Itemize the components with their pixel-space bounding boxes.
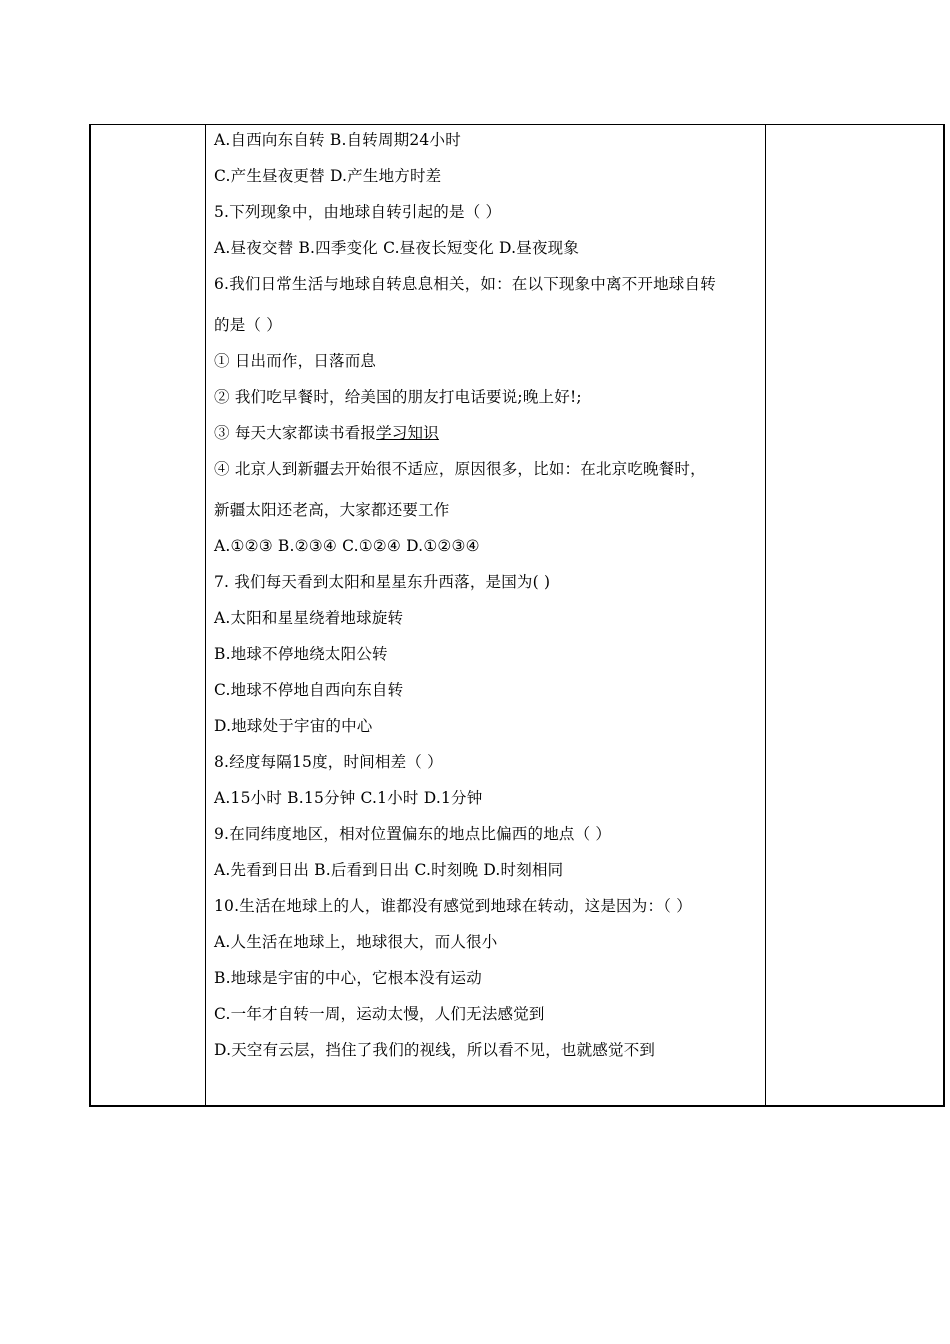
q6-question-line2: 的是（ ） xyxy=(214,316,282,334)
q7-option-a: A.太阳和星星绕着地球旋转 xyxy=(214,609,404,627)
q6-item-2: ② 我们吃早餐时，给美国的朋友打电话要说;晚上好!; xyxy=(214,388,582,406)
q6-item-3 xyxy=(214,423,439,443)
q7-option-b: B.地球不停地绕太阳公转 xyxy=(214,645,388,663)
q4-options-ab: A.自西向东自转 B.自转周期24小时 xyxy=(214,131,461,149)
q8-question: 8.经度每隔15度，时间相差（ ） xyxy=(214,753,443,771)
q9-question: 9.在同纬度地区，相对位置偏东的地点比偏西的地点（ ） xyxy=(214,825,612,843)
q6-item-4-line2: 新疆太阳还老高，大家都还要工作 xyxy=(214,501,450,519)
q10-option-a: A.人生活在地球上，地球很大，而人很小 xyxy=(214,933,498,951)
q6-item-4-line1: ④ 北京人到新疆去开始很不适应，原因很多，比如：在北京吃晚餐时， xyxy=(214,460,706,478)
q10-option-c: C.一年才自转一周，运动太慢，人们无法感觉到 xyxy=(214,1005,545,1023)
q6-item-1: ① 日出而作，日落而息 xyxy=(214,352,377,370)
column-divider-right xyxy=(765,125,766,1105)
q7-question: 7. 我们每天看到太阳和星星东升西落，是国为( ) xyxy=(214,573,551,591)
q6-question-line1: 6.我们日常生活与地球自转息息相关，如：在以下现象中离不开地球自转 xyxy=(214,275,716,293)
q10-option-b: B.地球是宇宙的中心，它根本没有运动 xyxy=(214,969,482,987)
q7-option-d: D.地球处于宇宙的中心 xyxy=(214,717,373,735)
q6-options: A.①②③ B.②③④ C.①②④ D.①②③④ xyxy=(214,537,480,555)
q5-question: 5.下列现象中，由地球自转引起的是（ ） xyxy=(214,203,502,221)
q10-question: 10.生活在地球上的人，谁都没有感觉到地球在转动，这是因为：（ ） xyxy=(214,897,692,915)
q6-item-3-text: ③ 每天大家都读书看报 xyxy=(214,424,377,442)
q5-options: A.昼夜交替 B.四季变化 C.昼夜长短变化 D.昼夜现象 xyxy=(214,239,580,257)
q6-item-3-underlined: 学习知识 xyxy=(376,424,439,442)
q7-option-c: C.地球不停地自西向东自转 xyxy=(214,681,404,699)
q10-option-d: D.天空有云层，挡住了我们的视线，所以看不见，也就感觉不到 xyxy=(214,1041,656,1059)
column-divider-left xyxy=(205,125,206,1105)
q8-options: A.15小时 B.15分钟 C.1小时 D.1分钟 xyxy=(214,789,483,807)
q4-options-cd: C.产生昼夜更替 D.产生地方时差 xyxy=(214,167,442,185)
q9-options: A.先看到日出 B.后看到日出 C.时刻晚 D.时刻相同 xyxy=(214,861,564,879)
